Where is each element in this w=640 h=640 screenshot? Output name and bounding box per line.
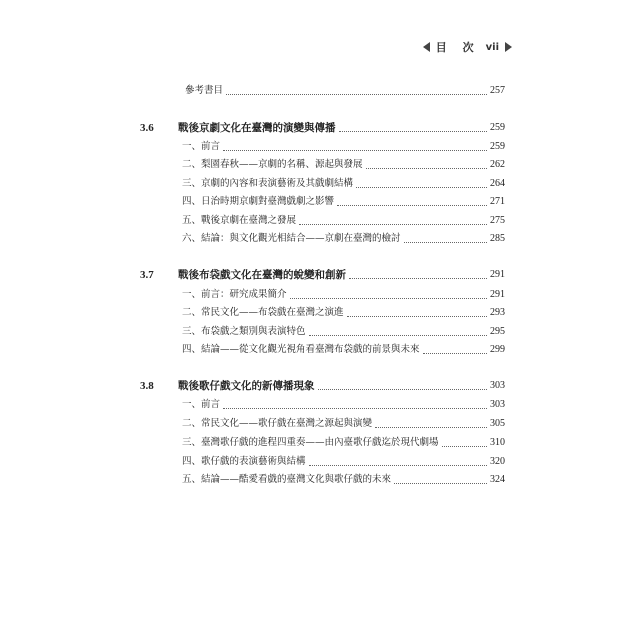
dot-leader xyxy=(423,353,487,354)
toc-entry[interactable] xyxy=(182,158,505,172)
toc-entry[interactable] xyxy=(182,436,505,450)
toc-entry-label: 三、布袋戲之類別與表演特色 xyxy=(182,326,306,337)
toc-entry[interactable] xyxy=(182,232,505,246)
toc-entry-label: 參考書目 xyxy=(185,85,224,96)
section-title: 戰後歌仔戲文化的新傳播現象 xyxy=(178,380,315,392)
toc-entry[interactable] xyxy=(182,177,505,191)
toc-entry-label: 二、常民文化——布袋戲在臺灣之演進 xyxy=(182,307,344,318)
dot-leader xyxy=(337,205,487,206)
dot-leader xyxy=(442,446,487,447)
section-number: 3.8 xyxy=(140,380,154,392)
toc-entry-label: 五、戰後京劇在臺灣之發展 xyxy=(182,215,297,226)
section-page: 291 xyxy=(490,269,505,280)
dot-leader xyxy=(290,298,487,299)
dot-leader xyxy=(375,427,487,428)
dot-leader xyxy=(356,187,487,188)
toc-entry-page: 303 xyxy=(490,399,505,410)
toc-entry[interactable] xyxy=(182,417,505,431)
toc-entry-page: 320 xyxy=(490,456,505,467)
toc-entry-page: 259 xyxy=(490,141,505,152)
section-number: 3.6 xyxy=(140,122,154,134)
toc-section-3-8[interactable] xyxy=(140,379,505,393)
toc-entry-label: 三、臺灣歌仔戲的進程四重奏——由內臺歌仔戲迄於現代劇場 xyxy=(182,437,439,448)
toc-entry-page: 271 xyxy=(490,196,505,207)
section-title: 戰後京劇文化在臺灣的演變與傳播 xyxy=(178,122,336,134)
section-title: 戰後布袋戲文化在臺灣的蛻變和創新 xyxy=(178,269,346,281)
toc-entry-page: 305 xyxy=(490,418,505,429)
toc-entry-page: 295 xyxy=(490,326,505,337)
toc-entry-page: 285 xyxy=(490,233,505,244)
toc-entry[interactable] xyxy=(182,473,505,487)
dot-leader xyxy=(349,278,487,279)
dot-leader xyxy=(404,242,487,243)
toc-entry-page: 291 xyxy=(490,289,505,300)
toc-entry-label: 二、常民文化——歌仔戲在臺灣之源起與演變 xyxy=(182,418,373,429)
toc-entry-label: 三、京劇的內容和表演藝術及其戲劇結構 xyxy=(182,178,354,189)
toc-entry-label: 一、前言：研究成果簡介 xyxy=(182,289,287,300)
toc-entry-label: 一、前言 xyxy=(182,399,221,410)
toc-entry[interactable] xyxy=(182,288,505,302)
toc-entry-page: 293 xyxy=(490,307,505,318)
section-page: 303 xyxy=(490,380,505,391)
toc-entry-label: 二、梨園春秋——京劇的名稱、源起與發展 xyxy=(182,159,363,170)
toc-section-3-6[interactable] xyxy=(140,121,505,135)
toc-entry[interactable] xyxy=(182,398,505,412)
toc-entry[interactable] xyxy=(182,140,505,154)
section-number: 3.7 xyxy=(140,269,154,281)
toc-entry-label: 六、結論：與文化觀光相結合——京劇在臺灣的檢討 xyxy=(182,233,401,244)
toc-entry-label: 四、結論——從文化觀光視角看臺灣布袋戲的前景與未來 xyxy=(182,344,420,355)
toc-entry-bibliography[interactable] xyxy=(185,84,505,98)
section-page: 259 xyxy=(490,122,505,133)
dot-leader xyxy=(223,150,487,151)
toc-entry[interactable] xyxy=(182,343,505,357)
toc-entry-page: 324 xyxy=(490,474,505,485)
dot-leader xyxy=(299,224,487,225)
dot-leader xyxy=(366,168,487,169)
dot-leader xyxy=(226,94,487,95)
toc-entry-page: 264 xyxy=(490,178,505,189)
toc-entry[interactable] xyxy=(182,214,505,228)
dot-leader xyxy=(394,483,487,484)
toc-entry-page: 262 xyxy=(490,159,505,170)
toc-entry-label: 一、前言 xyxy=(182,141,221,152)
toc-entry-page: 275 xyxy=(490,215,505,226)
toc-entry[interactable] xyxy=(182,325,505,339)
toc-entry-label: 五、結論——酷愛看戲的臺灣文化與歌仔戲的未來 xyxy=(182,474,392,485)
toc-entry-page: 299 xyxy=(490,344,505,355)
dot-leader xyxy=(347,316,487,317)
toc-entry-label: 四、日治時期京劇對臺灣戲劇之影響 xyxy=(182,196,335,207)
toc-entry-page: 310 xyxy=(490,437,505,448)
header-title: 目 次 xyxy=(435,41,480,54)
toc-section-3-7[interactable] xyxy=(140,268,505,282)
toc-entry[interactable] xyxy=(182,455,505,469)
dot-leader xyxy=(223,408,487,409)
toc-entry-label: 四、歌仔戲的表演藝術與結構 xyxy=(182,456,306,467)
toc-entry[interactable] xyxy=(182,306,505,320)
dot-leader xyxy=(318,389,488,390)
header-page-number: vii xyxy=(485,41,499,53)
toc-entry-page: 257 xyxy=(490,85,505,96)
dot-leader xyxy=(309,465,487,466)
toc-entry[interactable] xyxy=(182,195,505,209)
dot-leader xyxy=(339,131,488,132)
dot-leader xyxy=(309,335,487,336)
